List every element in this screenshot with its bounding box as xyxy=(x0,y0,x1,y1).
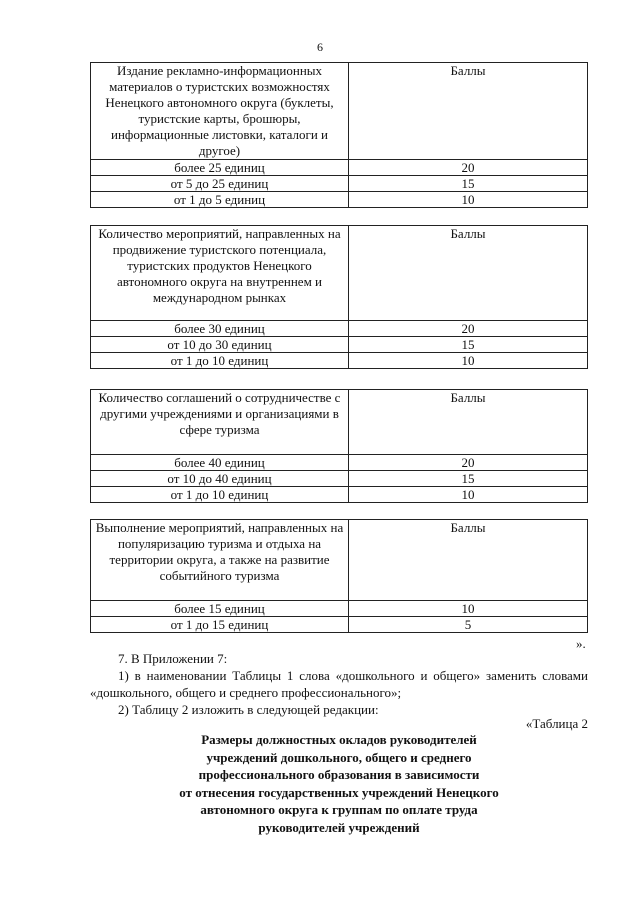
points-header-cell: Баллы xyxy=(349,520,588,601)
criterion-cell: Количество мероприятий, направленных на продвижение туристского потенциала, туристских продуктов Ненецкого автономного округа на внутреннем и международном рынках xyxy=(91,226,349,321)
score-table-agreements xyxy=(90,389,588,503)
range-cell: от 1 до 10 единиц xyxy=(91,487,349,503)
title-line: руководителей учреждений xyxy=(258,819,420,835)
table-caption: «Таблица 2 xyxy=(525,716,588,731)
table-row xyxy=(91,353,588,369)
table-header-row xyxy=(91,63,588,160)
paragraph-item-2: 2) Таблицу 2 изложить в следующей редакции: xyxy=(118,702,379,717)
points-cell: 15 xyxy=(349,471,588,487)
title-line: от отнесения государственных учреждений Ненецкого xyxy=(179,784,499,800)
range-cell: более 30 единиц xyxy=(91,321,349,337)
range-cell: от 10 до 40 единиц xyxy=(91,471,349,487)
points-cell: 20 xyxy=(349,160,588,176)
range-cell: от 10 до 30 единиц xyxy=(91,337,349,353)
table-row xyxy=(91,601,588,617)
points-cell: 10 xyxy=(349,192,588,208)
criterion-cell: Количество соглашений о сотрудничестве с другими учреждениями и организациями в сфере туризма xyxy=(91,390,349,455)
range-cell: от 1 до 15 единиц xyxy=(91,617,349,633)
table-row xyxy=(91,455,588,471)
criterion-cell: Выполнение мероприятий, направленных на популяризацию туризма и отдыха на территории округа, а также на развитие событийного туризма xyxy=(91,520,349,601)
table-row xyxy=(91,471,588,487)
table-row xyxy=(91,617,588,633)
points-cell: 10 xyxy=(349,601,588,617)
points-cell: 10 xyxy=(349,487,588,503)
points-cell: 15 xyxy=(349,337,588,353)
points-header-cell: Баллы xyxy=(349,226,588,321)
title-line: автономного округа к группам по оплате труда xyxy=(200,802,478,817)
page-number: 6 xyxy=(317,40,323,54)
points-cell: 10 xyxy=(349,353,588,369)
range-cell: более 40 единиц xyxy=(91,455,349,471)
table-row xyxy=(91,487,588,503)
title-line: учреждений дошкольного, общего и среднего xyxy=(206,749,472,765)
score-table-advertising xyxy=(90,62,588,208)
range-cell: от 1 до 5 единиц xyxy=(91,192,349,208)
points-cell: 15 xyxy=(349,176,588,192)
paragraph-item-1: 1) в наименовании Таблицы 1 слова «дошкольного и общего» заменить словами «дошкольного, общего и среднего профессионального»; xyxy=(90,668,588,700)
table-row xyxy=(91,176,588,192)
paragraph-appendix-7: 7. В Приложении 7: xyxy=(118,651,228,666)
table-header-row xyxy=(91,520,588,601)
range-cell: от 1 до 10 единиц xyxy=(91,353,349,369)
table-row xyxy=(91,160,588,176)
range-cell: более 25 единиц xyxy=(91,160,349,176)
range-cell: от 5 до 25 единиц xyxy=(91,176,349,192)
points-cell: 5 xyxy=(349,617,588,633)
criterion-cell: Издание рекламно-информационных материалов о туристских возможностях Ненецкого автономного округа (буклеты, туристские карты, брошюры, информационные листовки, каталоги и другое) xyxy=(91,63,349,160)
table-row xyxy=(91,192,588,208)
points-cell: 20 xyxy=(349,321,588,337)
table-row xyxy=(91,337,588,353)
table-header-row xyxy=(91,390,588,455)
points-header-cell: Баллы xyxy=(349,63,588,160)
table-row xyxy=(91,321,588,337)
title-line: Размеры должностных окладов руководителей xyxy=(201,732,477,747)
title-line: профессионального образования в зависимости xyxy=(198,767,480,782)
closing-quote: ». xyxy=(576,636,586,651)
table-header-row xyxy=(91,226,588,321)
document-title xyxy=(90,731,588,836)
points-cell: 20 xyxy=(349,455,588,471)
score-table-popularization xyxy=(90,519,588,633)
score-table-events xyxy=(90,225,588,369)
points-header-cell: Баллы xyxy=(349,390,588,455)
range-cell: более 15 единиц xyxy=(91,601,349,617)
